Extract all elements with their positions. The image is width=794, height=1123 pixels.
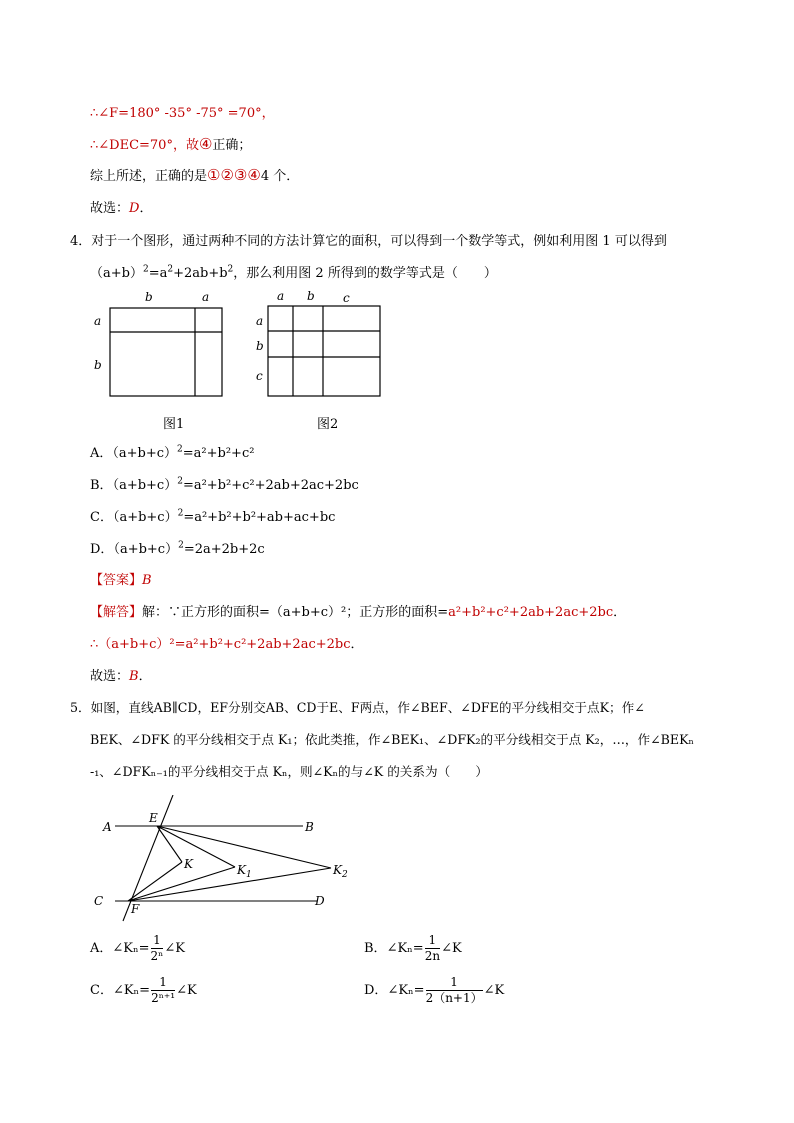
label-e: E bbox=[149, 811, 158, 825]
q5-option-c-rhs: ∠K bbox=[176, 983, 197, 998]
q4-figures bbox=[85, 285, 405, 435]
q4-line1 bbox=[70, 230, 667, 249]
figure-1 bbox=[110, 308, 222, 396]
seg-fk bbox=[128, 862, 182, 901]
q4-option-c: C．$(a+b+c)^2=a^2+b^2+b^2+ab+ac+bc$ bbox=[90, 508, 336, 525]
prev-choose-label: 故选： bbox=[90, 201, 130, 216]
q4-option-d-label: D． bbox=[90, 542, 114, 557]
label-c: C bbox=[94, 894, 104, 908]
prev-solution-line3 bbox=[90, 165, 299, 184]
q5-option-d-num: 1 bbox=[426, 975, 483, 991]
q4-option-a-label: A． bbox=[90, 446, 113, 461]
fig2-top-a: a bbox=[277, 289, 285, 303]
q5-option-a-rhs: ∠K bbox=[164, 941, 185, 956]
prev-solution-line4 bbox=[90, 197, 152, 216]
q4-choose-line bbox=[90, 665, 152, 684]
q4-choose-answer: B bbox=[129, 669, 139, 684]
q4-therefore-line bbox=[90, 633, 364, 652]
therefore-c: ． bbox=[350, 637, 364, 652]
circled-four: ④ bbox=[198, 135, 213, 153]
q4-option-b-label: B． bbox=[90, 478, 113, 493]
q5-option-a-num: 1 bbox=[151, 933, 164, 949]
q5-option-b-rhs: ∠K bbox=[441, 941, 462, 956]
seg-fk2 bbox=[128, 868, 331, 901]
q4-number: 4． bbox=[70, 234, 92, 249]
q5-option-b-label: B． bbox=[364, 941, 387, 956]
q4-option-a-pre: （a+b+c） bbox=[112, 446, 178, 461]
fig2-caption: 图2 bbox=[317, 417, 339, 432]
q5-option-d-den: 2（n+1） bbox=[425, 991, 483, 1005]
q5-option-a-lhs: ∠Kₙ= bbox=[112, 941, 150, 956]
q4-line2: $(a+b)^2=a^2+2ab+b^2$，那么利用图 2 所得到的数学等式是（ ） bbox=[90, 264, 497, 281]
q5-option-d-frac bbox=[426, 975, 483, 1006]
q5-figure bbox=[85, 795, 365, 925]
fig2-left-b: b bbox=[256, 339, 264, 353]
q5-option-c-num: 1 bbox=[151, 975, 175, 991]
q5-option-b-frac bbox=[425, 933, 440, 964]
prev-solution-line3-a: 综上所述，正确的是 bbox=[90, 169, 208, 184]
q5-option-a-label: A． bbox=[90, 941, 113, 956]
q5-line2: BEK、∠DFK 的平分线相交于点 K₁；依此类推，作∠BEK₁、∠DFK₂的平分线相交于点 K₂，…，作∠BEKₙ bbox=[90, 732, 694, 747]
fig2-square bbox=[268, 306, 380, 396]
q4-text2-c: +2ab+b bbox=[173, 266, 228, 281]
prev-solution-line2-a: ∴∠DEC=70°，故 bbox=[90, 138, 199, 153]
q5-option-c-frac bbox=[151, 975, 175, 1006]
q4-option-c-pre: （a+b+c） bbox=[112, 510, 178, 525]
label-b: B bbox=[305, 820, 314, 834]
q5-text1: 如图，直线AB∥CD，EF分别交AB、CD于E、F两点，作∠BEF、∠DFE的平分线相交于点K；作∠ bbox=[90, 700, 645, 715]
q4-option-b-pre: （a+b+c） bbox=[112, 478, 178, 493]
prev-solution-line2-c: 正确； bbox=[212, 138, 252, 153]
label-d: D bbox=[315, 894, 325, 908]
q4-option-b: B．$(a+b+c)^2=a^2+b^2+c^2+2ab+2ac+2bc$ bbox=[90, 476, 359, 493]
fig1-left-b: b bbox=[94, 358, 102, 372]
q5-line1 bbox=[70, 697, 645, 716]
q5-option-b-lhs: ∠Kₙ= bbox=[386, 941, 424, 956]
circled-answers: ①②③④ bbox=[207, 166, 261, 184]
therefore-b: a²+b²+c²+2ab+2ac+2bc bbox=[185, 637, 351, 652]
label-k2-main: K bbox=[333, 863, 342, 877]
q5-option-c-lhs: ∠Kₙ= bbox=[112, 983, 151, 998]
fig1-top-a: a bbox=[202, 290, 210, 304]
label-f: F bbox=[131, 902, 140, 916]
q5-option-b-den: 2n bbox=[424, 949, 441, 963]
q4-option-d-pre: （a+b+c） bbox=[113, 542, 179, 557]
label-k1-main: K bbox=[237, 863, 246, 877]
q5-option-c bbox=[90, 975, 197, 1006]
fig2-left-c: c bbox=[256, 369, 263, 383]
fig1-square bbox=[110, 308, 222, 396]
q4-text2-b: =a bbox=[148, 266, 168, 281]
q4-choose-label: 故选： bbox=[90, 669, 130, 684]
q5-option-d-rhs: ∠K bbox=[483, 983, 505, 998]
prev-solution-line3-c: 4 个． bbox=[260, 169, 300, 184]
q5-line3: -₁、∠DFKₙ₋₁的平分线相交于点 Kₙ，则∠Kₙ的与∠K 的关系为（ ） bbox=[90, 764, 488, 779]
q4-option-b-rest: =a²+b²+c²+2ab+2ac+2bc bbox=[182, 478, 359, 493]
q4-solution-line bbox=[90, 601, 626, 620]
q4-option-d-rest: =2a+2b+2c bbox=[183, 542, 265, 557]
solution-tag: 【解答】 bbox=[90, 605, 143, 620]
solution-text2: a²+b²+c²+2ab+2ac+2bc bbox=[448, 605, 614, 620]
q5-option-a-den: 2ⁿ bbox=[150, 949, 164, 963]
fig2-top-b: b bbox=[307, 289, 315, 303]
answer-value: B bbox=[142, 573, 152, 588]
fig1-top-b: b bbox=[145, 290, 153, 304]
prev-solution-line2 bbox=[90, 134, 251, 153]
q4-option-a: A．$(a+b+c)^2=a^2+b^2+c^2$ bbox=[90, 444, 255, 461]
q5-option-d bbox=[364, 975, 504, 1006]
fig2-left-a: a bbox=[256, 314, 264, 328]
q5-option-b bbox=[364, 933, 462, 964]
seg-fk1 bbox=[128, 867, 235, 901]
q4-text2-d: ，那么利用图 2 所得到的数学等式是（ ） bbox=[233, 266, 497, 281]
q5-option-d-lhs: ∠Kₙ= bbox=[387, 983, 425, 998]
label-a: A bbox=[103, 820, 112, 834]
prev-choose-end: ． bbox=[139, 201, 153, 216]
label-k: K bbox=[184, 857, 193, 871]
q4-option-c-rest: =a²+b²+b²+ab+ac+bc bbox=[183, 510, 336, 525]
q5-option-a bbox=[90, 933, 185, 964]
fig2-top-c: c bbox=[343, 291, 350, 305]
q4-option-d: D．$(a+b+c)^2=2a+2b+2c$ bbox=[90, 540, 265, 557]
solution-text1: 解：∵正方形的面积=（a+b+c）²；正方形的面积= bbox=[142, 605, 449, 620]
q5-option-c-den: 2ⁿ⁺¹ bbox=[151, 991, 176, 1005]
q4-choose-end: ． bbox=[138, 669, 152, 684]
figure-2 bbox=[268, 306, 380, 396]
prev-solution-line1: ∴∠F=180° -35° -75° =70°， bbox=[90, 106, 275, 121]
q5-option-c-label: C． bbox=[90, 983, 113, 998]
therefore-a: ∴（a+b+c）²= bbox=[90, 637, 186, 652]
q4-text2-a: （a+b） bbox=[90, 266, 143, 281]
label-k2 bbox=[332, 863, 348, 880]
q4-option-c-label: C． bbox=[90, 510, 113, 525]
q5-option-d-label: D． bbox=[364, 983, 388, 998]
label-k2-sub: 2 bbox=[341, 870, 348, 880]
solution-text3: ． bbox=[613, 605, 627, 620]
seg-ek1 bbox=[157, 826, 235, 867]
q4-option-a-rest: =a²+b²+c² bbox=[182, 446, 255, 461]
q5-number: 5． bbox=[70, 700, 91, 715]
label-k1 bbox=[236, 863, 252, 880]
prev-choose-answer: D bbox=[129, 201, 140, 216]
q5-option-b-num: 1 bbox=[425, 933, 440, 949]
q5-option-a-frac bbox=[151, 933, 164, 964]
label-k1-sub: 1 bbox=[245, 870, 252, 880]
q4-answer-line bbox=[90, 569, 152, 588]
q4-text1: 对于一个图形，通过两种不同的方法计算它的面积，可以得到一个数学等式，例如利用图 1 可以得到 bbox=[91, 234, 667, 249]
fig1-caption: 图1 bbox=[163, 417, 185, 432]
answer-tag: 【答案】 bbox=[90, 573, 143, 588]
fig1-left-a: a bbox=[94, 314, 102, 328]
